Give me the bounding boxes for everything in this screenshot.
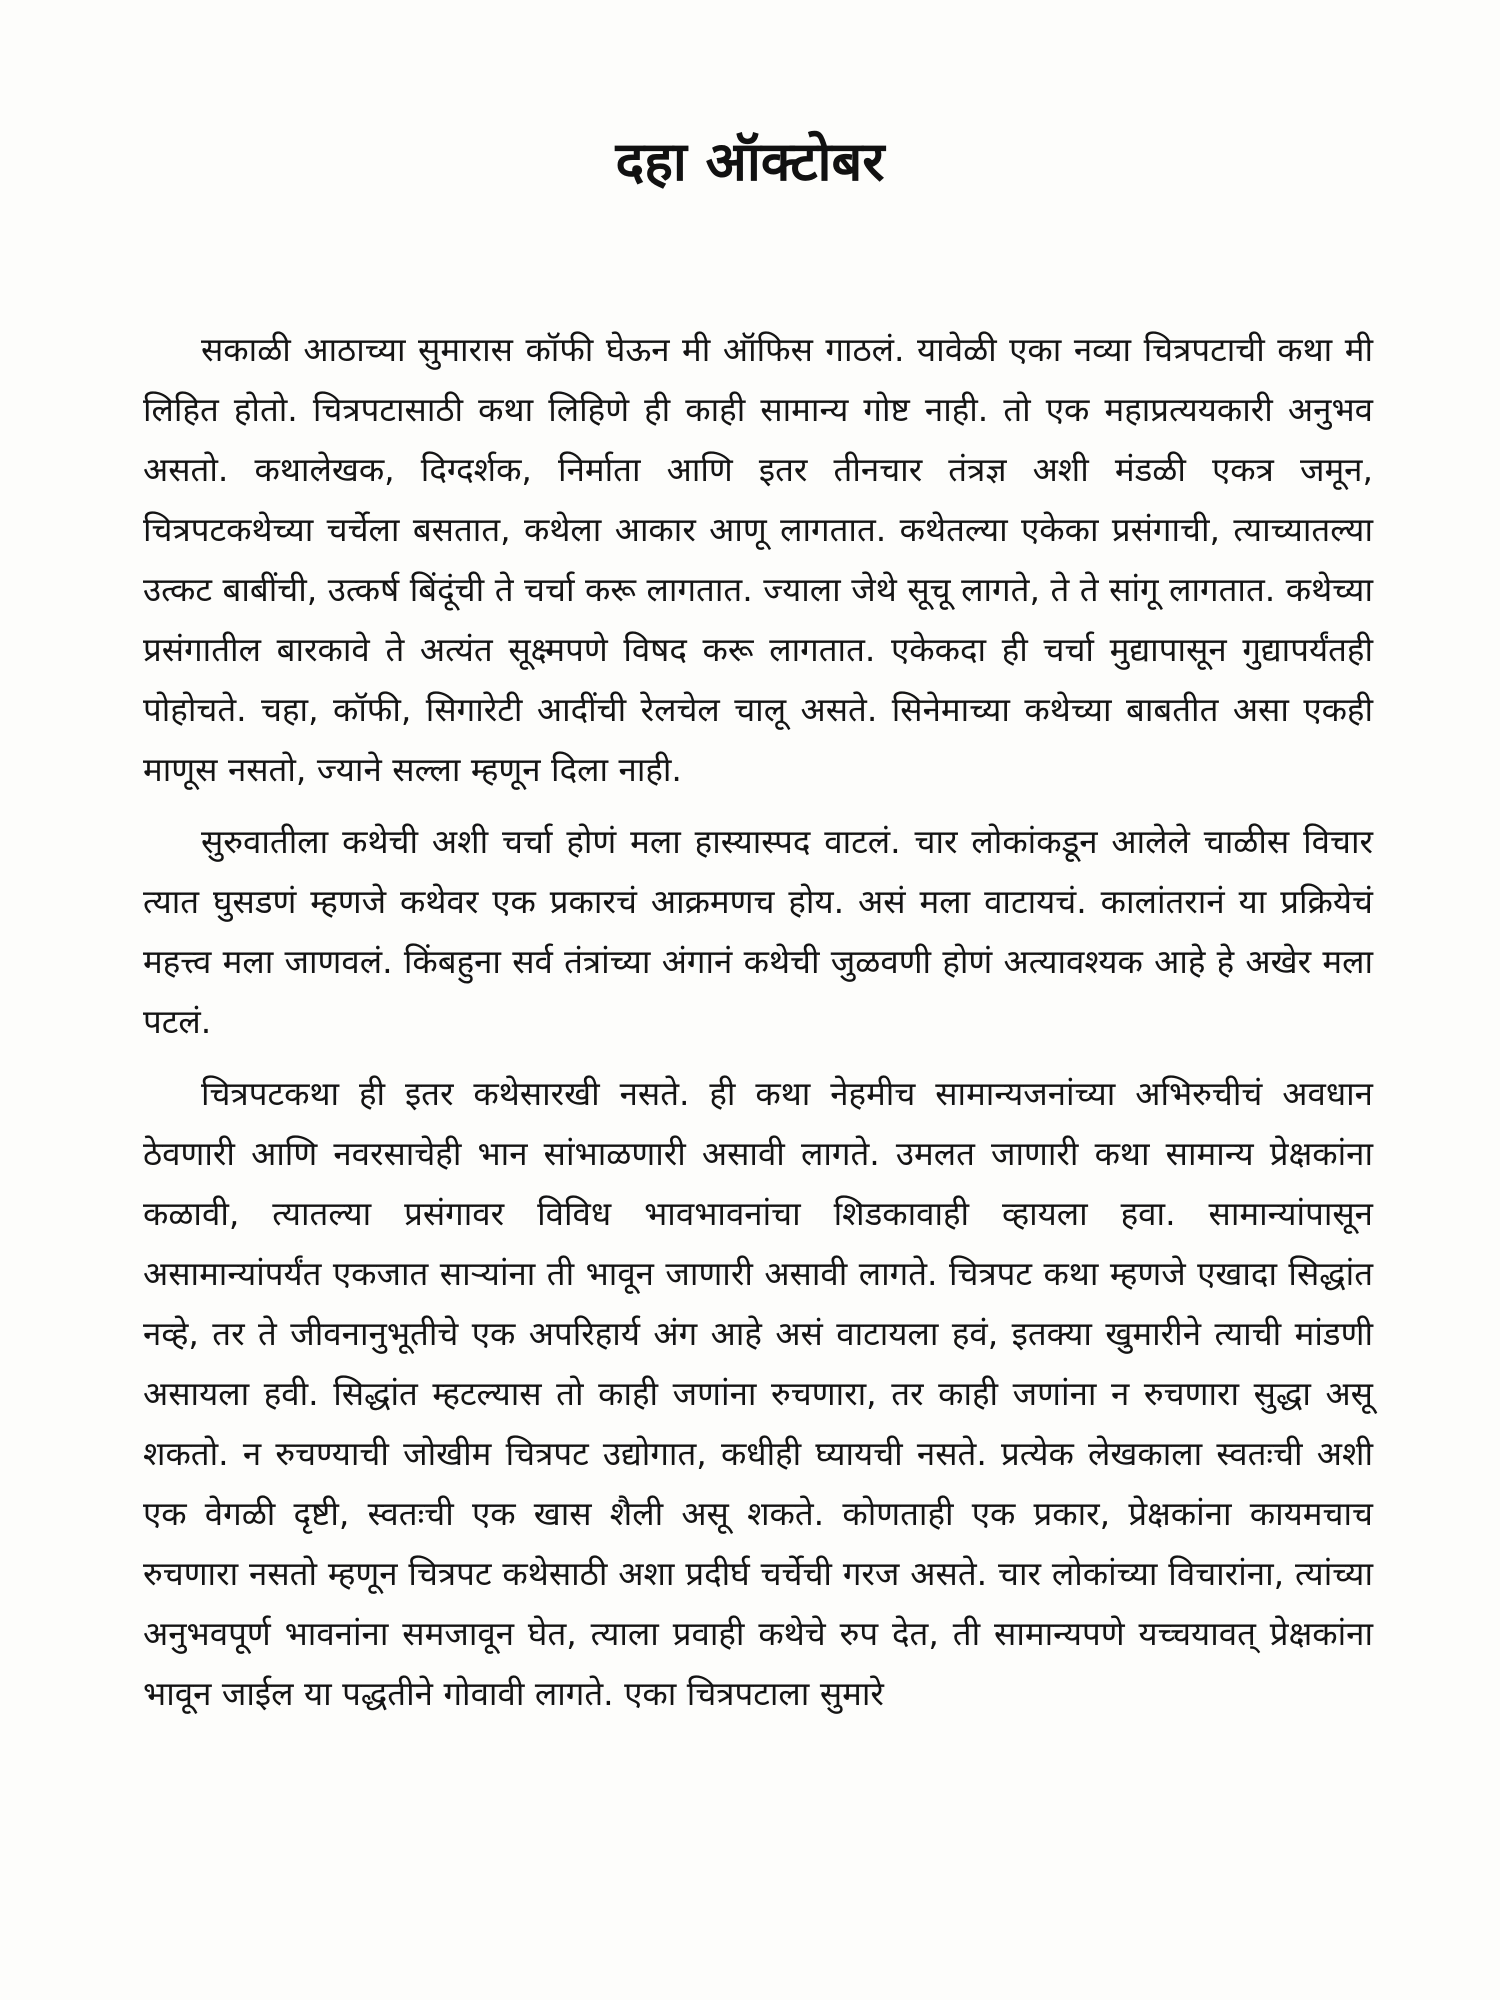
paragraph-3: चित्रपटकथा ही इतर कथेसारखी नसते. ही कथा नेहमीच सामान्यजनांच्या अभिरुचीचं अवधान ठेवणारी आणि नवरसाचेही भान सांभाळणारी असावी लागते. उमलत जाणारी कथा सामान्य प्रेक्षकांना कळावी, त्यातल्या प्रसंगावर विविध भावभावनांचा शिडकावाही व्हायला हवा. सामान्यांपासून असामान्यांपर्यंत एकजात साऱ्यांना ती भावून जाणारी असावी लागते. चित्रपट कथा म्हणजे एखादा सिद्धांत नव्हे, तर ते जीवनानुभूतीचे एक अपरिहार्य अंग आहे असं वाटायला हवं, इतक्या खुमारीने त्याची मांडणी असायला हवी. सिद्धांत म्हटल्यास तो काही जणांना रुचणारा, तर काही जणांना न रुचणारा सुद्धा असू शकतो. न रुचण्याची जोखीम चित्रपट उद्योगात, कधीही घ्यायची नसते. प्रत्येक लेखकाला स्वतःची अशी एक वेगळी दृष्टी, स्वतःची एक खास शैली असू शकते. कोणताही एक प्रकार, प्रेक्षकांना कायमचाच रुचणारा नसतो म्हणून चित्रपट कथेसाठी अशा प्रदीर्घ चर्चेची गरज असते. चार लोकांच्या विचारांना, त्यांच्या अनुभवपूर्ण भावनांना समजावून घेत, त्याला प्रवाही कथेचे रुप देत, ती सामान्यपणे यच्चयावत् प्रेक्षकांना भावून जाईल या पद्धतीने गोवावी लागते. एका चित्रपटाला सुमारे — [143, 1074, 1373, 1713]
chapter-title: दहा ऑक्टोबर — [615, 130, 885, 193]
paragraph-1: सकाळी आठाच्या सुमारास कॉफी घेऊन मी ऑफिस गाठलं. यावेळी एका नव्या चित्रपटाची कथा मी लिहित होतो. चित्रपटासाठी कथा लिहिणे ही काही सामान्य गोष्ट नाही. तो एक महाप्रत्ययकारी अनुभव असतो. कथालेखक, दिग्दर्शक, निर्माता आणि इतर तीनचार तंत्रज्ञ अशी मंडळी एकत्र जमून, चित्रपटकथेच्या चर्चेला बसतात, कथेला आकार आणू लागतात. कथेतल्या एकेका प्रसंगाची, त्याच्यातल्या उत्कट बाबींची, उत्कर्ष बिंदूंची ते चर्चा करू लागतात. ज्याला जेथे सूचू लागते, ते ते सांगू लागतात. कथेच्या प्रसंगातील बारकावे ते अत्यंत सूक्ष्मपणे विषद करू लागतात. एकेकदा ही चर्चा मुद्यापासून गुद्यापर्यंतही पोहोचते. चहा, कॉफी, सिगारेटी आदींची रेलचेल चालू असते. सिनेमाच्या कथेच्या बाबतीत असा एकही माणूस नसतो, ज्याने सल्ला म्हणून दिला नाही. — [143, 330, 1373, 789]
chapter-body — [143, 320, 1373, 1736]
paragraph-2: सुरुवातीला कथेची अशी चर्चा होणं मला हास्यास्पद वाटलं. चार लोकांकडून आलेले चाळीस विचार त्यात घुसडणं म्हणजे कथेवर एक प्रकारचं आक्रमणच होय. असं मला वाटायचं. कालांतरानं या प्रक्रियेचं महत्त्व मला जाणवलं. किंबहुना सर्व तंत्रांच्या अंगानं कथेची जुळवणी होणं अत्यावश्यक आहे हे अखेर मला पटलं. — [143, 822, 1373, 1041]
